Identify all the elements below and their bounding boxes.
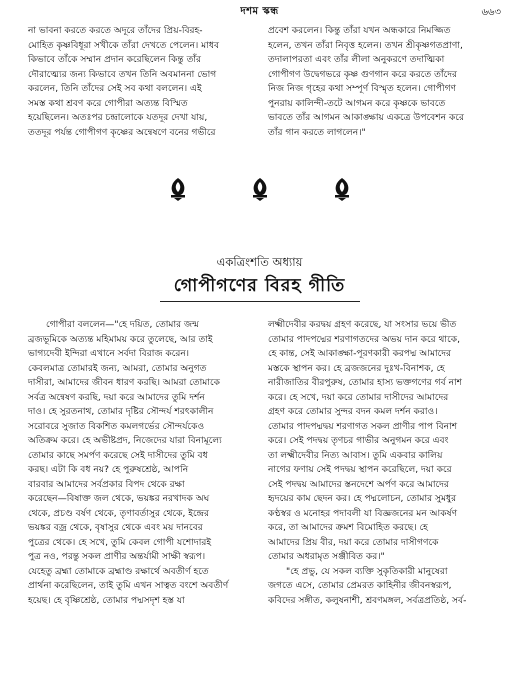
- chapter-title: গোপীগণের বিরহ গীতি: [173, 276, 346, 296]
- text-line: হলেন, তখন তাঁরা নিবৃত্ত হলেন। তখন শ্রীকৃষ্ণগতপ্রাণা,: [268, 40, 463, 51]
- text-line: কিভাবে তাঁকে সম্মান প্রদান করেছিলেন কিন্তু তাঁর: [28, 55, 202, 65]
- lotus-ornament-icon: [331, 176, 353, 202]
- text-line: না ভাবনা করতে করতে অদূরে তাঁদের প্রিয়-বিরহ-: [28, 26, 203, 36]
- text-line: তোমার অধরামৃত সঞ্জীবিত কর।": [268, 552, 385, 562]
- lotus-ornament-icon: [249, 176, 271, 202]
- top-left-column: [28, 24, 250, 140]
- text-line: করেছেন—বিষাক্ত জল থেকে, ভয়ঙ্কর নরখাদক অঘ: [28, 494, 210, 504]
- text-line: "হে প্রভু, যে সকল ব্যক্তি সুকৃতিকারী মানুষেরা: [286, 566, 448, 577]
- chapter-number: একত্রিংশতি অধ্যায়: [216, 255, 303, 269]
- text-line: বারবার আমাদের সর্বপ্রকার বিপদ থেকে রক্ষা: [28, 479, 185, 490]
- text-line: নারীজাতির বীরপুরুষ, তোমার হাস্য ভক্তগণের গর্ব নাশ: [268, 378, 463, 388]
- text-line: সর্বত্র অন্বেষণ করছি, দয়া করে আমাদের তুমি দর্শন: [28, 392, 205, 403]
- text-line: পুনরায় কালিন্দী-তটে আগমন করে কৃষ্ণকে ভাবতে: [268, 98, 446, 109]
- top-right-column: [268, 24, 494, 140]
- text-line: সমস্ত কথা শ্রবণ করে গোপীরা অত্যন্ত বিস্মিত: [28, 98, 188, 109]
- text-line: দাও। হে সুরতনাথ, তোমার দৃষ্টির সৌন্দর্য শরৎকালীন: [28, 407, 214, 417]
- text-line: ভয়ঙ্কর বজ্র থেকে, বৃষাসুর থেকে এবং ময় দানবের: [28, 523, 203, 533]
- text-line: করে, তা আমাদের ক্রমশ বিমোহিত করছে। হে: [268, 523, 428, 533]
- text-line: ভাগ্যদেবী ইন্দিরা এখানে সর্বদা বিরাজ করেন।: [28, 349, 190, 359]
- text-line: করছ। এটা কি বধ নয়? হে পুরুষশ্রেষ্ঠ, আপনি: [28, 465, 189, 475]
- text-line: ব্রজভূমিকে অত্যন্ত মহিমাময় করে তুলেছে, আর তাই: [28, 334, 213, 345]
- text-line: নাগের ফণায় সেই পদদ্বয় স্থাপন করেছিলে, দয়া করে: [268, 465, 452, 475]
- text-line: ততদূর পর্যন্ত গোপীগণ কৃষ্ণের অন্বেষণে বনের গভীরে: [28, 127, 216, 138]
- text-line: অতিক্রম করে। হে অভীষ্টপ্রদ, নিজেদের যারা বিনামূল্যে: [28, 436, 222, 446]
- text-line: দাসীরা, আমাদের জীবন ধারণ করছি। আমরা তোমাকে: [28, 378, 220, 388]
- text-line: ভাবতে তাঁর আগমন আকাঙ্ক্ষায় একত্রে উপবেশন করে: [268, 113, 464, 123]
- text-line: তা লক্ষ্মীদেবীর নিত্য আবাস। তুমি একবার কালিয়: [268, 450, 443, 461]
- text-line: মোহিত কৃষ্ণবিধূরা সখীকে তাঁরা দেখতে পেলেন। মাধব: [28, 40, 220, 51]
- page-number: ৬৬৩: [481, 7, 501, 18]
- text-line: তদালাপরতা এবং তাঁর লীলা অনুকরণে তদাত্মিকা: [268, 55, 445, 65]
- text-line: মস্তকে স্থাপন কর। হে ব্রজজনের দুঃখ-বিনাশক, হে: [268, 363, 445, 374]
- text-line: গ্রহণ করে তোমার সুন্দর বদন কমল দর্শন করাও।: [268, 407, 438, 417]
- text-line: প্রবেশ করলেন। কিন্তু তাঁরা যখন অন্ধকারে নিমজ্জিত: [268, 26, 451, 36]
- text-line: প্রার্থনা করেছিলেন, তাই তুমি এখন সাত্বত বংশে অবতীর্ণ: [28, 581, 229, 591]
- text-line: সরোবরে সুজাত বিকশিত কমলগর্ভের সৌন্দর্যকেও: [28, 421, 205, 432]
- text-line: আমাদের প্রিয় বীর, দয়া করে তোমার দাসীগণকে: [268, 537, 439, 548]
- text-line: জগতে এসে, তোমার প্রেমরত কাহিনীর জীবনস্বরূপ,: [268, 581, 452, 591]
- text-line: যেহেতু ব্রহ্মা তোমাকে ব্রহ্মাণ্ড রক্ষার্থে অবতীর্ণ হতে: [28, 566, 209, 577]
- ornament-divider: [0, 176, 519, 204]
- text-line: তোমার পাদপদ্মের শরণাগতদের অভয় দান করে থাকে,: [268, 334, 460, 345]
- body-right-column: [268, 318, 494, 608]
- running-header: দশম স্কন্ধ: [240, 6, 279, 17]
- text-line: করে। সেই পদদ্বয় তৃণচর গাভীর অনুগমন করে এবং: [268, 436, 449, 446]
- text-line: তোমার কাছে সমর্পণ করেছে সেই দাসীদের তুমি বধ: [28, 450, 208, 461]
- body-left-column: [28, 318, 250, 608]
- text-line: করে। হে সখে, দয়া করে তোমার দাসীদের আমাদের: [268, 392, 449, 403]
- text-line: লক্ষ্মীদেবীর করদ্বয় গ্রহণ করেছে, যা সংসার ভয়ে ভীত: [268, 320, 457, 330]
- text-line: হৃদয়ের কাম ছেদন কর। হে পদ্মলোচন, তোমার সুমধুর: [268, 494, 457, 504]
- text-line: কবিদের সঙ্গীত, কলুষনাশী, শ্রবণমঙ্গল, সর্বত্রপ্রতিষ্ঠ, সর্ব-: [268, 595, 467, 606]
- text-line: হে কান্ত, সেই আকাঙ্ক্ষা-পূরণকারী করপদ্ম আমাদের: [268, 349, 452, 359]
- text-line: কণ্ঠস্বর ও মনোহর পদাবলী যা বিজ্ঞজনের মন আকর্ষণ: [268, 508, 458, 519]
- lotus-ornament-icon: [167, 176, 189, 202]
- text-line: পুত্রের থেকে। হে সখে, তুমি কেবল গোপী যশোদারই: [28, 537, 212, 548]
- text-line: থেকে, প্রচণ্ড বর্ষণ থেকে, তৃণাবর্তাসুর থেকে, ইন্দ্রের: [28, 508, 210, 519]
- text-line: তোমার পাদপদ্মদ্বয় শরণাগত সকল প্রাণীর পাপ বিনাশ: [268, 421, 458, 432]
- text-line: সেই পদদ্বয় আমাদের স্তনদেশে অর্পণ করে আমাদের: [268, 479, 449, 490]
- text-line: গোপীরা বললেন—"হে দয়িত, তোমার জন্ম: [46, 320, 200, 330]
- text-line: হয়েছিলেন। অতঃপর চন্দ্রালোকে যতদূর দেখা যায়,: [28, 113, 208, 123]
- title-underline: [160, 301, 360, 302]
- text-line: নিজ নিজ গৃহের কথা সম্পূর্ণ বিস্মৃত হলেন। গোপীগণ: [268, 84, 457, 94]
- text-line: দৌরাত্ম্যের জন্য কিভাবে তখন তিনি অবমাননা ভোগ: [28, 69, 217, 80]
- text-line: গোপীগণ উদ্বেগভরে কৃষ্ণ গুণগান করে করতে তাঁদের: [268, 69, 458, 80]
- text-line: কেবলমাত্র তোমারই জন্য, আমরা, তোমার অনুগত: [28, 363, 207, 374]
- text-line: হয়েছ। হে বৃষ্ণিশ্রেষ্ঠ, তোমার পদ্মসদৃশ হস্ত যা: [28, 595, 185, 606]
- text-line: পুত্র নও, পরন্তু সকল প্রাণীর অন্তর্যামী সাক্ষী স্বরূপ।: [28, 552, 206, 562]
- text-line: করলেন, তিনি তাঁদের সেই সব কথা বললেন। এই: [28, 84, 202, 94]
- text-line: তাঁর গান করতে লাগলেন।": [268, 127, 366, 138]
